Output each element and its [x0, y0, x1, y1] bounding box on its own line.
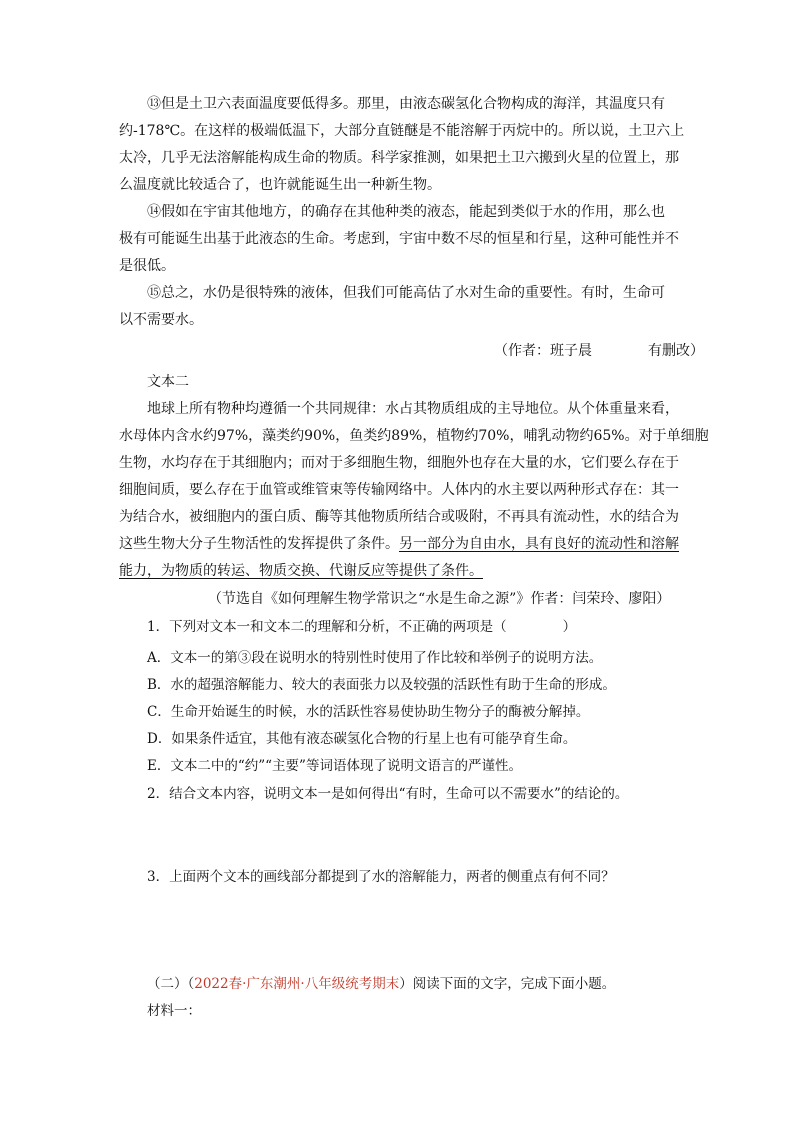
author-label: （作者：班子晨	[494, 343, 592, 359]
option-b: B．水的超强溶解能力、较大的表面张力以及较强的活跃性有助于生命的形成。	[147, 677, 616, 693]
option-e: E．文本二中的“约”“主要”等词语体现了说明文语言的严谨性。	[147, 758, 522, 774]
question-2: 2．结合文本内容，说明文本一是如何得出“有时，生命可以不需要水”的结论的。	[147, 786, 629, 802]
author-credit	[494, 338, 704, 365]
text-line: ⑬但是土卫六表面温度要低得多。那里，由液态碳氢化合物构成的海洋，其温度只有	[147, 96, 665, 112]
paragraph-15	[119, 280, 679, 334]
text-line: 太冷，几乎无法溶解能构成生命的物质。科学家推测，如果把土卫六搬到火星的位置上，那	[119, 150, 679, 166]
source-citation: （节选自《如何理解生物学常识之“水是生命之源”》作者：闫荣玲、廖阳）	[208, 591, 671, 607]
author-note: 有删改）	[648, 343, 704, 359]
text-line: 为结合水，被细胞内的蛋白质、酶等其他物质所结合或吸附，不再具有流动性，水的结合为	[119, 509, 679, 525]
paragraph-13	[119, 91, 685, 199]
material-label: 材料一：	[147, 1003, 201, 1019]
text-line: 极有可能诞生出基于此液态的生命。考虑到，宇宙中数不尽的恒星和行星，这种可能性并不	[119, 231, 679, 247]
text-line: 水母体内含水约97%，藻类约90%，鱼类约89%，植物约70%，哺乳动物约65%。对于单细胞	[119, 428, 709, 444]
text-line: 地球上所有物种均遵循一个共同规律：水占其物质组成的主导地位。从个体重量来看，	[147, 401, 679, 417]
option-d: D．如果条件适宜，其他有液态碳氢化合物的行星上也有可能孕育生命。	[147, 731, 577, 747]
text2-section	[119, 369, 709, 585]
question-1: 1．下列对文本一和文本二的理解和分析，不正确的两项是（ ）	[147, 619, 577, 635]
question-3: 3．上面两个文本的画线部分都提到了水的溶解能力，两者的侧重点有何不同？	[147, 869, 615, 885]
section-2-header: （二）（2022春·广东潮州·八年级统考期末）阅读下面的文字，完成下面小题。	[147, 976, 616, 992]
section-heading: 文本二	[147, 374, 189, 390]
text-line: ⑭假如在宇宙其他地方，的确存在其他种类的液态，能起到类似于水的作用，那么也	[147, 204, 665, 220]
text-line: ⑮总之，水仍是很特殊的液体，但我们可能高估了水对生命的重要性。有时，生命可	[147, 285, 665, 301]
text-line: 是很低。	[119, 258, 175, 274]
text-line: 细胞间质，要么存在于血管或维管束等传输网络中。人体内的水主要以两种形式存在：其一	[119, 482, 679, 498]
text-line: 以不需要水。	[119, 312, 203, 328]
paragraph-14	[119, 199, 679, 280]
option-c: C．生命开始诞生的时候，水的活跃性容易使协助生物分子的酶被分解掉。	[147, 704, 590, 720]
text-line: 这些生物大分子生物活性的发挥提供了条件。另一部分为自由水，具有良好的流动性和溶解	[119, 536, 679, 552]
underlined-text: 能力，为物质的转运、物质交换、代谢反应等提供了条件。	[119, 563, 483, 579]
option-a: A．文本一的第③段在说明水的特别性时使用了作比较和举例子的说明方法。	[147, 650, 603, 666]
source-tag: 2022春·广东潮州·八年级统考期末	[194, 976, 400, 992]
underlined-text: 另一部分为自由水，具有良好的流动性和溶解	[399, 536, 679, 552]
text-line: 生物，水均存在于其细胞内；而对于多细胞生物，细胞外也存在大量的水，它们要么存在于	[119, 455, 679, 471]
text-line: 约-178℃。在这样的极端低温下，大部分直链醚是不能溶解于丙烷中的。所以说，土卫六上	[119, 123, 685, 139]
text-line: 么温度就比较适合了，也许就能诞生出一种新生物。	[119, 177, 441, 193]
